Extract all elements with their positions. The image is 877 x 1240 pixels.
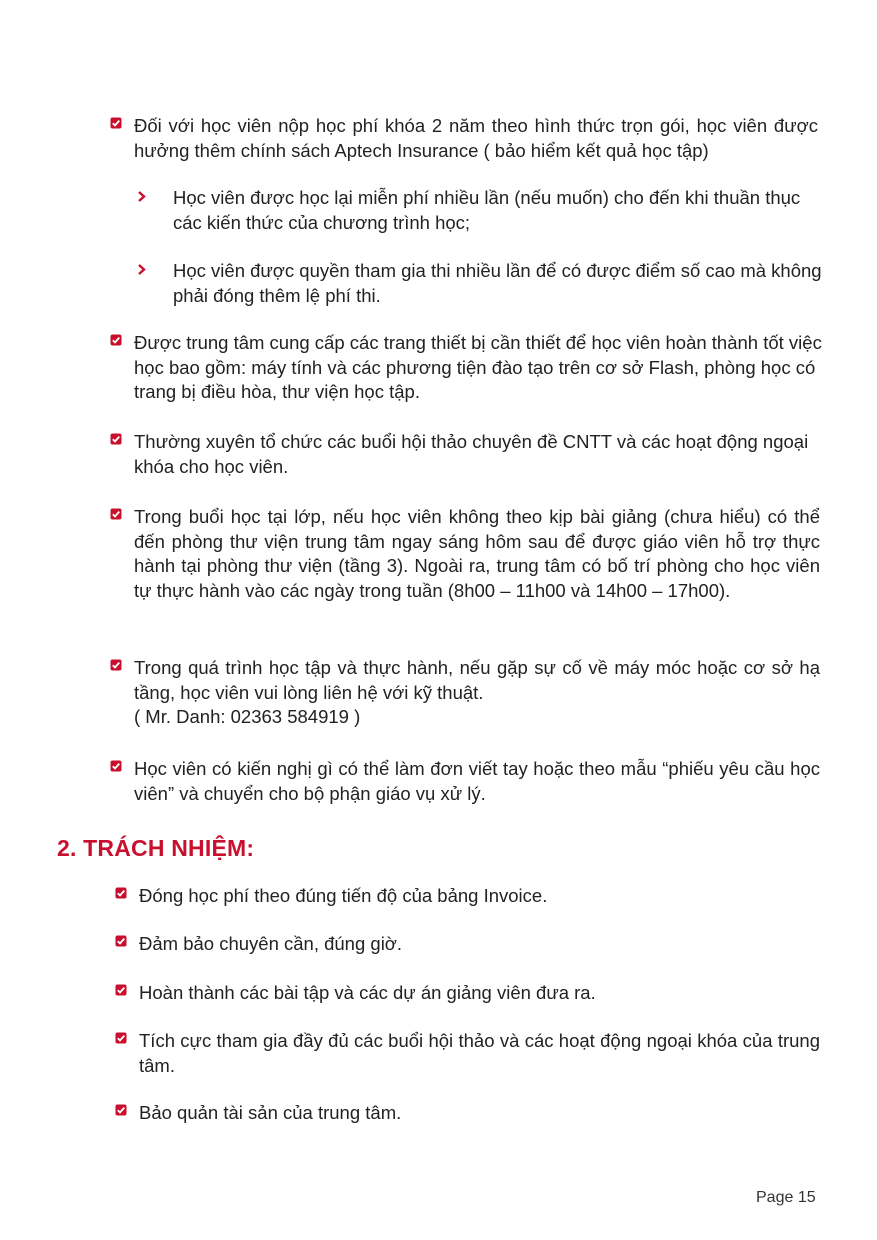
- list-item: [134, 331, 824, 405]
- list-item: [139, 932, 829, 957]
- list-item: [134, 430, 824, 479]
- checkbox-tick-icon: [115, 1032, 127, 1044]
- chevron-right-icon: [137, 260, 147, 278]
- contact-info: ( Mr. Danh: 02363 584919 ): [134, 706, 361, 727]
- checkbox-tick-icon: [115, 935, 127, 947]
- sub-list-item-text: Học viên được quyền tham gia thi nhiều lần để có được điểm số cao mà không phải đóng thêm lệ phí thi.: [173, 260, 822, 306]
- list-item-text: Đóng học phí theo đúng tiến độ của bảng Invoice.: [139, 885, 548, 906]
- page-number: Page 15: [756, 1189, 816, 1206]
- checkbox-tick-icon: [115, 984, 127, 996]
- list-item-text: Trong quá trình học tập và thực hành, nếu gặp sự cố về máy móc hoặc cơ sở hạ tầng, học viên vui lòng liên hệ với kỹ thuật.: [134, 657, 820, 703]
- list-item: [139, 1101, 829, 1126]
- list-item: [139, 884, 829, 909]
- list-item: [139, 1029, 820, 1078]
- checkbox-tick-icon: [110, 334, 122, 346]
- list-item: [134, 505, 820, 603]
- checkbox-tick-icon: [110, 433, 122, 445]
- list-item-text: Bảo quản tài sản của trung tâm.: [139, 1102, 402, 1123]
- section-heading: 2. TRÁCH NHIỆM:: [57, 835, 255, 861]
- list-item-text: Tích cực tham gia đầy đủ các buổi hội thảo và các hoạt động ngoại khóa của trung tâm.: [139, 1030, 820, 1076]
- list-item-text: Hoàn thành các bài tập và các dự án giảng viên đưa ra.: [139, 982, 596, 1003]
- chevron-right-icon: [137, 187, 147, 205]
- list-item: [134, 757, 820, 806]
- list-item-text: Được trung tâm cung cấp các trang thiết bị cần thiết để học viên hoàn thành tốt việc học bao gồm: máy tính và các phương tiện đào tạo trên cơ sở Flash, phòng học có trang bị điều hòa, thư viện học tập.: [134, 332, 822, 402]
- checkbox-tick-icon: [110, 508, 122, 520]
- list-item: [139, 981, 829, 1006]
- sub-list-item-text: Học viên được học lại miễn phí nhiều lần (nếu muốn) cho đến khi thuần thục các kiến thức của chương trình học;: [173, 187, 801, 233]
- checkbox-tick-icon: [110, 659, 122, 671]
- list-item-text: Thường xuyên tổ chức các buổi hội thảo chuyên đề CNTT và các hoạt động ngoại khóa cho học viên.: [134, 431, 809, 477]
- list-item: [134, 656, 820, 730]
- list-item-text: Đảm bảo chuyên cần, đúng giờ.: [139, 933, 403, 954]
- sub-list-item: [173, 186, 823, 235]
- list-item-text: Đối với học viên nộp học phí khóa 2 năm theo hình thức trọn gói, học viên được hưởng thêm chính sách Aptech Insurance ( bảo hiểm kết quả học tập): [134, 115, 818, 161]
- list-item-text: Trong buổi học tại lớp, nếu học viên không theo kịp bài giảng (chưa hiểu) có thể đến phòng thư viện trung tâm ngay sáng hôm sau để được giáo viên hỗ trợ thực hành tại phòng thư viện (tầng 3). Ngoài ra, trung tâm có bố trí phòng cho học viên tự thực hành vào các ngày trong tuần (8h00 – 11h00 và 14h00 – 17h00).: [134, 506, 820, 601]
- checkbox-tick-icon: [115, 1104, 127, 1116]
- checkbox-tick-icon: [110, 760, 122, 772]
- checkbox-tick-icon: [110, 117, 122, 129]
- list-item: [134, 114, 818, 163]
- checkbox-tick-icon: [115, 887, 127, 899]
- list-item-text: Học viên có kiến nghị gì có thể làm đơn viết tay hoặc theo mẫu “phiếu yêu cầu học viên” và chuyển cho bộ phận giáo vụ xử lý.: [134, 758, 820, 804]
- sub-list-item: [173, 259, 823, 308]
